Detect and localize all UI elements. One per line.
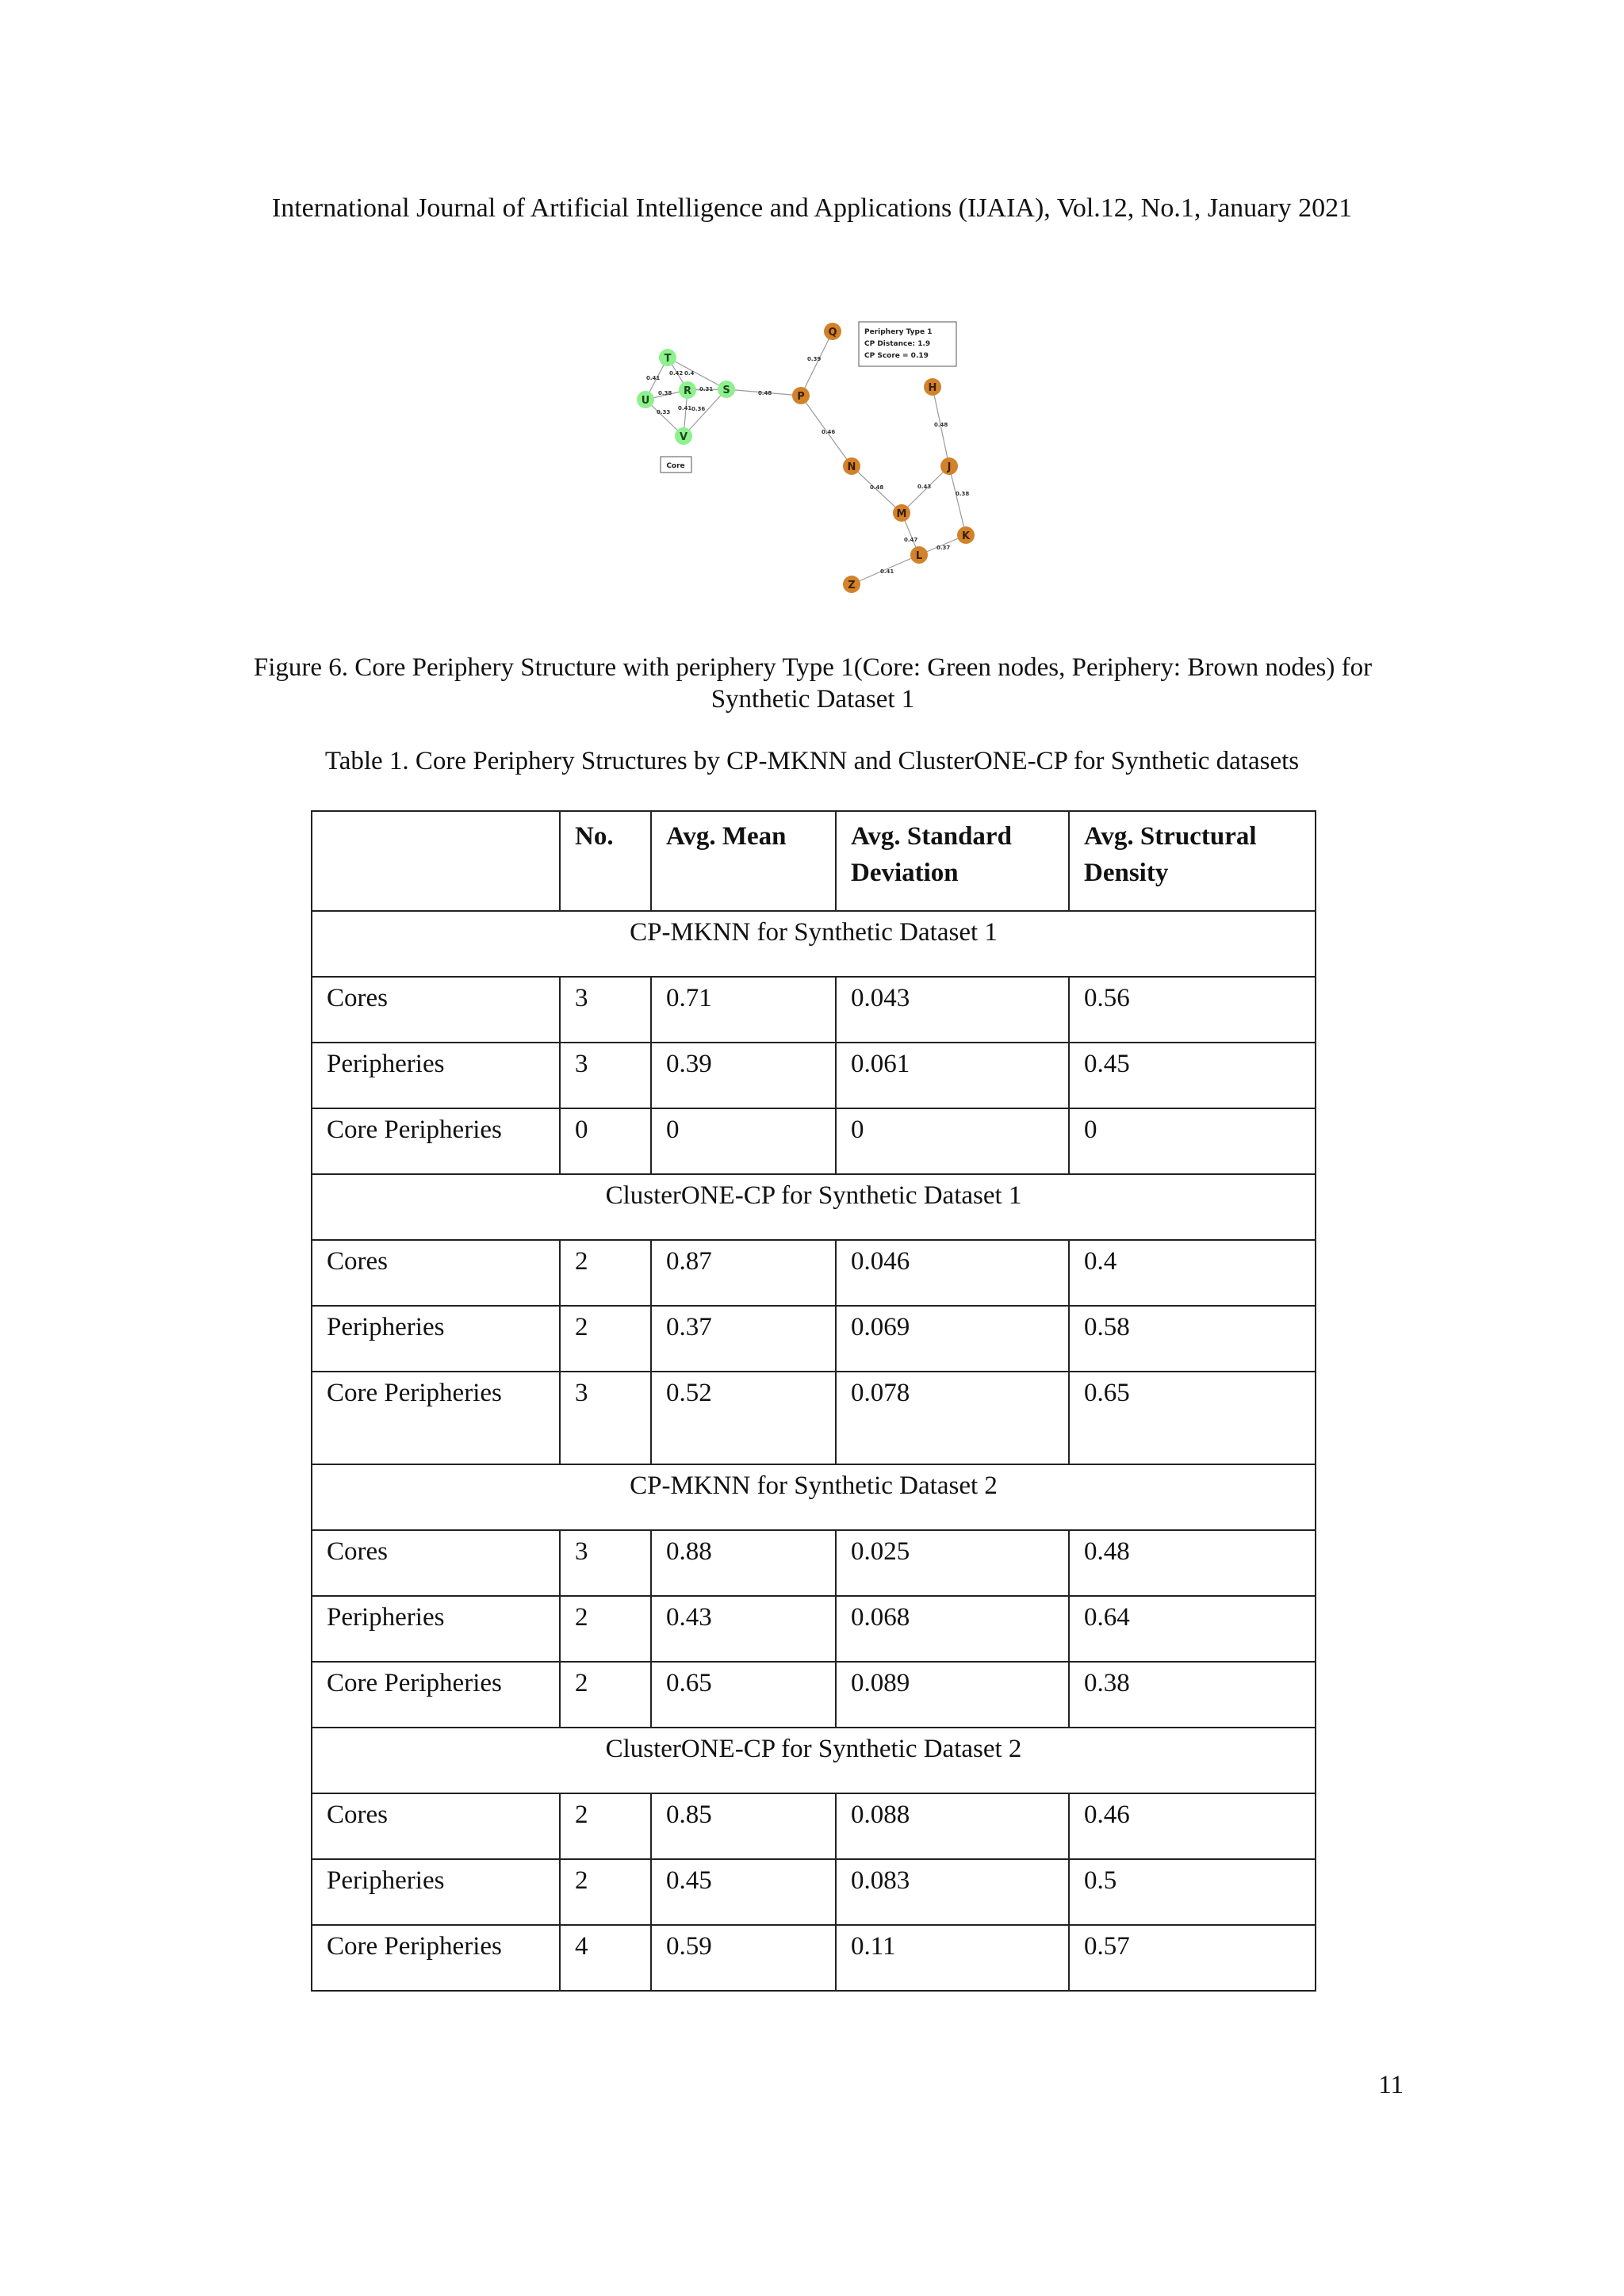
core-label-box (661, 457, 691, 473)
table-cell: 2 (560, 1859, 651, 1925)
table-cell: 0.59 (651, 1925, 836, 1991)
table-cell: 0.46 (1069, 1793, 1316, 1859)
section-title: CP-MKNN for Synthetic Dataset 2 (312, 1464, 1316, 1530)
table-cell: 0.65 (1069, 1372, 1316, 1464)
svg-text:N: N (847, 461, 856, 473)
figure-caption: Figure 6. Core Periphery Structure with periphery Type 1(Core: Green nodes, Periphery: Brown nodes) for Synthetic Dataset 1 (253, 653, 1373, 714)
legend-score: CP Score = 0.19 (864, 352, 929, 360)
section-row (312, 1174, 1316, 1240)
section-title: ClusterONE-CP for Synthetic Dataset 2 (312, 1728, 1316, 1793)
table-cell: Peripheries (312, 1043, 560, 1108)
node-z (843, 576, 860, 593)
edge-label: 0.38 (658, 390, 672, 396)
core-label: Core (666, 462, 685, 470)
table-cell: 0.4 (1069, 1240, 1316, 1306)
legend-distance: CP Distance: 1.9 (864, 340, 931, 348)
table-cell: 0.078 (836, 1372, 1069, 1464)
table-cell: Peripheries (312, 1859, 560, 1925)
table-cell: 0.87 (651, 1240, 836, 1306)
table-row (312, 1240, 1316, 1306)
table-row (312, 1925, 1316, 1991)
edge-label: 0.48 (870, 484, 884, 491)
edge-label: 0.4 (684, 370, 695, 377)
edge-label: 0.47 (904, 537, 918, 543)
table-cell: 2 (560, 1240, 651, 1306)
edge-label: 0.33 (657, 409, 671, 415)
table-cell: 0.48 (1069, 1530, 1316, 1596)
legend-box (859, 322, 956, 366)
table-cell: 0 (560, 1108, 651, 1174)
table-cell: Core Peripheries (312, 1108, 560, 1174)
table-cell: 0.061 (836, 1043, 1069, 1108)
table-cell: 0.52 (651, 1372, 836, 1464)
table-cell: 0.56 (1069, 977, 1316, 1043)
table-row (312, 1306, 1316, 1372)
edge-label: 0.43 (917, 484, 932, 490)
table-row (312, 1662, 1316, 1728)
table-cell: 0.45 (1069, 1043, 1316, 1108)
edge-label: 0.48 (758, 390, 772, 396)
table-cell: 0.046 (836, 1240, 1069, 1306)
edge-label: 0.41 (678, 405, 692, 411)
table-cell: 0 (1069, 1108, 1316, 1174)
svg-text:J: J (947, 461, 952, 473)
edge-label: 0.36 (691, 406, 706, 412)
table-row (312, 1043, 1316, 1108)
table-cell: Core Peripheries (312, 1662, 560, 1728)
table-cell: 0 (651, 1108, 836, 1174)
node-h (924, 378, 941, 396)
svg-text:R: R (683, 385, 692, 397)
table-cell: 0.43 (651, 1596, 836, 1662)
table-cell: 0.043 (836, 977, 1069, 1043)
table-cell: 4 (560, 1925, 651, 1991)
table-cell: Cores (312, 1240, 560, 1306)
section-row (312, 1728, 1316, 1793)
table-cell: 0.57 (1069, 1925, 1316, 1991)
section-row (312, 911, 1316, 977)
table-cell: 3 (560, 1530, 651, 1596)
table-cell: 0.64 (1069, 1596, 1316, 1662)
svg-text:T: T (664, 353, 672, 365)
table-cell: Peripheries (312, 1306, 560, 1372)
svg-text:Z: Z (848, 580, 856, 591)
core-periphery-graph (611, 305, 1007, 622)
table-header-row (312, 811, 1316, 911)
edge-label: 0.38 (956, 491, 970, 497)
table-cell: 0.65 (651, 1662, 836, 1728)
table-cell: 0.025 (836, 1530, 1069, 1596)
table-cell: 2 (560, 1306, 651, 1372)
table-cell: 0.45 (651, 1859, 836, 1925)
table-cell: 0.089 (836, 1662, 1069, 1728)
node-u (637, 391, 654, 408)
table-row (312, 1793, 1316, 1859)
table-cell: Peripheries (312, 1596, 560, 1662)
table-cell: Core Peripheries (312, 1925, 560, 1991)
table-cell: 2 (560, 1596, 651, 1662)
svg-text:V: V (679, 431, 688, 443)
edge-label: 0.41 (646, 375, 661, 381)
svg-text:L: L (915, 550, 923, 562)
table-cell: 0.11 (836, 1925, 1069, 1991)
node-n (843, 457, 860, 475)
svg-text:M: M (896, 508, 907, 520)
node-v (675, 427, 692, 445)
header-cell (312, 811, 560, 911)
table-row (312, 1530, 1316, 1596)
table-cell: 3 (560, 1043, 651, 1108)
table-cell: 0.58 (1069, 1306, 1316, 1372)
svg-text:Q: Q (828, 327, 837, 339)
table-cell: 0.083 (836, 1859, 1069, 1925)
table-cell: 0 (836, 1108, 1069, 1174)
table-cell: 0.38 (1069, 1662, 1316, 1728)
table-cell: Cores (312, 1530, 560, 1596)
node-m (893, 504, 910, 522)
table-cell: 0.069 (836, 1306, 1069, 1372)
svg-text:K: K (961, 530, 971, 542)
edge-label: 0.48 (934, 422, 948, 428)
table-cell: 0.5 (1069, 1859, 1316, 1925)
table-cell: 0.85 (651, 1793, 836, 1859)
header-cell: Avg. Standard Deviation (836, 811, 1069, 911)
edge-label: 0.46 (822, 429, 836, 435)
table-row (312, 977, 1316, 1043)
page-number: 11 (1378, 2071, 1404, 2099)
edge-label: 0.39 (807, 356, 822, 362)
svg-text:P: P (797, 391, 805, 403)
edge-label: 0.42 (669, 370, 684, 377)
table-cell: 3 (560, 977, 651, 1043)
table-cell: 3 (560, 1372, 651, 1464)
table-row (312, 1108, 1316, 1174)
header-cell: Avg. Structural Density (1069, 811, 1316, 911)
node-l (910, 546, 928, 564)
node-r (679, 381, 696, 399)
svg-text:H: H (928, 382, 937, 394)
table-cell: 0.71 (651, 977, 836, 1043)
table-row (312, 1859, 1316, 1925)
table-cell: 0.88 (651, 1530, 836, 1596)
svg-text:U: U (641, 395, 650, 407)
table-caption: Table 1. Core Periphery Structures by CP-MKNN and ClusterONE-CP for Synthetic datasets (324, 747, 1300, 775)
table-cell: 0.088 (836, 1793, 1069, 1859)
header-cell: No. (560, 811, 651, 911)
node-k (957, 526, 975, 544)
node-q (824, 323, 841, 340)
legend-title: Periphery Type 1 (864, 328, 933, 336)
table-cell: 0.068 (836, 1596, 1069, 1662)
table-cell: 2 (560, 1662, 651, 1728)
section-title: CP-MKNN for Synthetic Dataset 1 (312, 911, 1316, 977)
section-row (312, 1464, 1316, 1530)
table-cell: Core Peripheries (312, 1372, 560, 1464)
network-figure (611, 305, 1007, 622)
table-cell: 2 (560, 1793, 651, 1859)
table-row (312, 1372, 1316, 1464)
svg-text:S: S (722, 385, 730, 396)
table-cell: Cores (312, 1793, 560, 1859)
edge-label: 0.31 (699, 386, 714, 392)
table-cell: Cores (312, 977, 560, 1043)
running-header: International Journal of Artificial Intelligence and Applications (IJAIA), Vol.12, No.1, January 2021 (271, 193, 1353, 223)
section-title: ClusterONE-CP for Synthetic Dataset 1 (312, 1174, 1316, 1240)
results-table (311, 810, 1316, 1992)
table-row (312, 1596, 1316, 1662)
node-t (659, 349, 676, 366)
table-cell: 0.37 (651, 1306, 836, 1372)
node-j (940, 457, 958, 475)
node-p (792, 387, 810, 404)
node-s (718, 381, 735, 398)
table-cell: 0.39 (651, 1043, 836, 1108)
header-cell: Avg. Mean (651, 811, 836, 911)
edge-label: 0.37 (936, 545, 951, 551)
edge-label: 0.41 (880, 568, 894, 575)
